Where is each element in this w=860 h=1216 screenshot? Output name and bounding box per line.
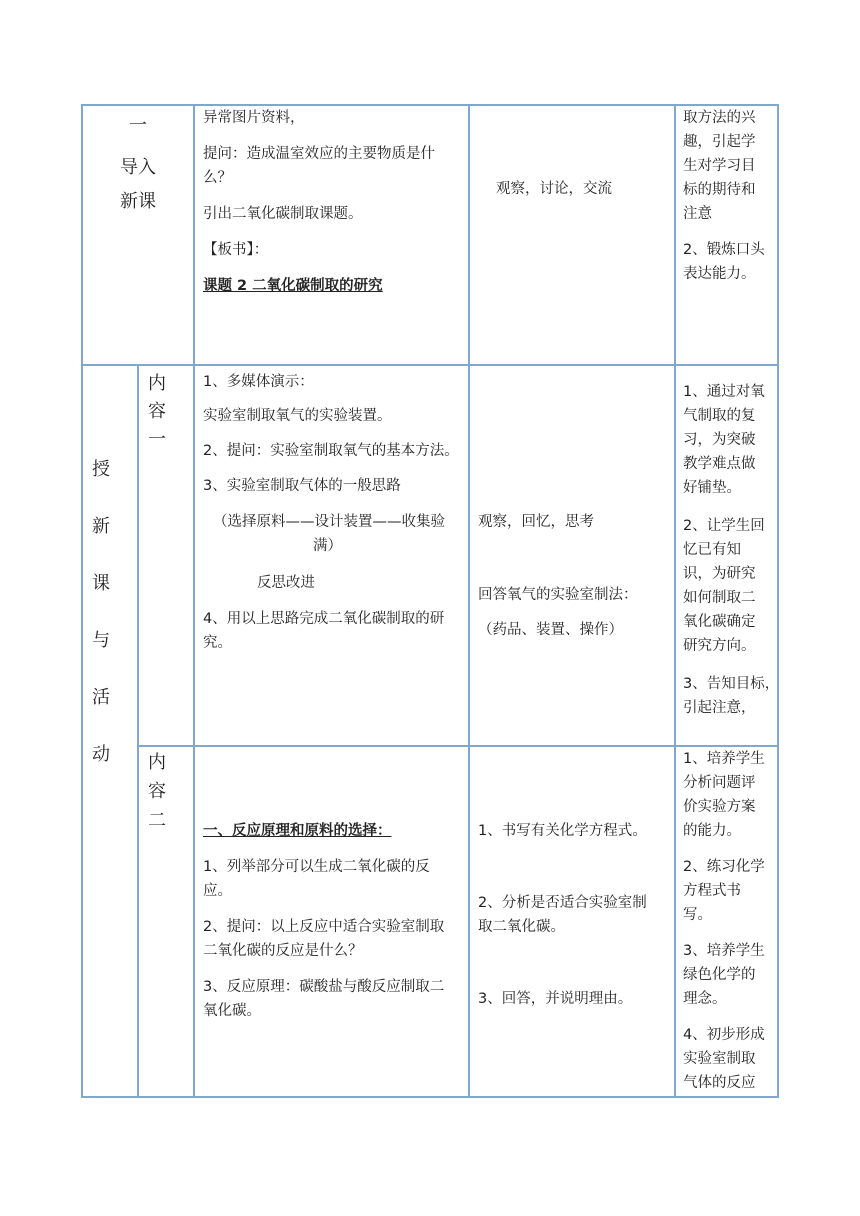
intent-line: 3、培养学生 xyxy=(683,943,765,959)
student-line: 2、分析是否适合实验室制 xyxy=(478,895,647,911)
part2-label-char: 内 xyxy=(148,752,166,773)
intent-line: 2、锻炼口头 xyxy=(683,242,765,258)
teacher-line: 究。 xyxy=(203,635,232,651)
intent-line: 的能力。 xyxy=(683,823,741,839)
section2-label-char: 活 xyxy=(92,687,110,708)
part2-label-char: 二 xyxy=(148,810,166,831)
intent-line: 理念。 xyxy=(683,991,727,1007)
intent-line: 实验室制取 xyxy=(683,1051,756,1067)
student-line: 观察，讨论，交流 xyxy=(496,181,612,197)
teacher-line: 2、提问：以上反应中适合实验室制取 xyxy=(203,919,445,935)
intent-line: 1、培养学生 xyxy=(683,751,765,767)
teacher-line: 2、提问：实验室制取氧气的基本方法。 xyxy=(203,443,459,459)
intent-line: 取方法的兴 xyxy=(683,110,756,126)
teacher-line: 1、多媒体演示： xyxy=(203,374,314,390)
part1-label-char: 一 xyxy=(148,429,166,450)
section1-teacher-activity xyxy=(195,106,468,364)
intent-line: 习，为突破 xyxy=(683,432,756,448)
intent-line: 好铺垫。 xyxy=(683,480,741,496)
lesson-topic-title: 课题 2 二氧化碳制取的研究 xyxy=(203,278,383,294)
intent-line: 研究方向。 xyxy=(683,638,756,654)
student-line: 回答氧气的实验室制法： xyxy=(478,587,638,603)
student-line: 取二氧化碳。 xyxy=(478,919,565,935)
teacher-line: 3、反应原理：碳酸盐与酸反应制取二 xyxy=(203,979,445,995)
intent-line: 写。 xyxy=(683,907,712,923)
intent-line: 识，为研究 xyxy=(683,566,756,582)
teacher-line: 4、用以上思路完成二氧化碳制取的研 xyxy=(203,611,445,627)
teacher-line: 3、实验室制取气体的一般思路 xyxy=(203,478,401,494)
teacher-line: 引出二氧化碳制取课题。 xyxy=(203,206,363,222)
part1-label-char: 容 xyxy=(148,401,166,422)
section2-label-char: 动 xyxy=(92,744,110,765)
section2-label-char: 新 xyxy=(92,516,110,537)
intent-line: 3、告知目标， xyxy=(683,676,780,692)
intent-line: 生对学习目 xyxy=(683,158,756,174)
intent-line: 氧化碳确定 xyxy=(683,614,756,630)
teacher-line: 么？ xyxy=(203,170,232,186)
intent-line: 1、通过对氧 xyxy=(683,384,765,400)
section1-design-intent xyxy=(676,106,777,364)
section1-label-line2: 导入 xyxy=(120,157,156,178)
intent-line: 表达能力。 xyxy=(683,266,756,282)
section-heading: 一、反应原理和原料的选择： xyxy=(203,823,392,839)
intent-line: 4、初步形成 xyxy=(683,1027,765,1043)
intent-line: 2、让学生回 xyxy=(683,518,765,534)
teacher-line: 应。 xyxy=(203,883,232,899)
part1-teacher-activity xyxy=(195,366,468,745)
teacher-line: 实验室制取氧气的实验装置。 xyxy=(203,408,392,424)
part1-design-intent xyxy=(676,366,780,745)
intent-line: 价实验方案 xyxy=(683,799,756,815)
section1-label xyxy=(83,106,193,364)
part1-label-char: 内 xyxy=(148,373,166,394)
teacher-line: 满） xyxy=(313,538,342,554)
intent-line: 注意 xyxy=(683,206,712,222)
student-line: 1、书写有关化学方程式。 xyxy=(478,823,647,839)
part1-student-activity xyxy=(470,366,674,745)
student-line: 3、回答，并说明理由。 xyxy=(478,991,633,1007)
part2-student-activity xyxy=(470,747,674,1096)
section2-label-char: 课 xyxy=(92,573,110,594)
intent-line: 引起注意， xyxy=(683,700,756,716)
student-line: 观察，回忆，思考 xyxy=(478,514,594,530)
teacher-line: 反思改进 xyxy=(257,575,315,591)
part2-label-char: 容 xyxy=(148,781,166,802)
intent-line: 方程式书 xyxy=(683,883,741,899)
intent-line: 教学难点做 xyxy=(683,456,756,472)
section1-label-line3: 新课 xyxy=(120,191,156,212)
intent-line: 趣，引起学 xyxy=(683,134,756,150)
teacher-line: 氧化碳。 xyxy=(203,1003,261,1019)
teacher-line: 异常图片资料， xyxy=(203,110,305,126)
intent-line: 如何制取二 xyxy=(683,590,756,606)
intent-line: 气制取的复 xyxy=(683,408,756,424)
part2-design-intent xyxy=(676,747,777,1096)
teacher-line: 二氧化碳的反应是什么？ xyxy=(203,943,363,959)
teacher-line: 提问：造成温室效应的主要物质是什 xyxy=(203,146,435,162)
section1-label-line1: 一 xyxy=(129,115,147,136)
teacher-line: （选择原料——设计装置——收集验 xyxy=(213,514,445,530)
intent-line: 忆已有知 xyxy=(683,542,741,558)
intent-line: 气体的反应 xyxy=(683,1075,756,1091)
student-line: （药品、装置、操作） xyxy=(478,622,623,638)
section2-label xyxy=(83,366,137,1096)
section1-student-activity xyxy=(470,106,674,364)
part2-teacher-activity xyxy=(195,747,468,1096)
intent-line: 分析问题评 xyxy=(683,775,756,791)
part1-label xyxy=(139,366,193,745)
intent-line: 绿色化学的 xyxy=(683,967,756,983)
part2-label xyxy=(139,747,193,1096)
intent-line: 标的期待和 xyxy=(683,182,756,198)
teacher-line: 1、列举部分可以生成二氧化碳的反 xyxy=(203,859,430,875)
table-border-right xyxy=(777,104,779,1098)
intent-line: 2、练习化学 xyxy=(683,859,765,875)
teacher-line: 【板书】： xyxy=(203,242,269,258)
section2-label-char: 授 xyxy=(92,459,110,480)
section2-label-char: 与 xyxy=(92,630,110,651)
